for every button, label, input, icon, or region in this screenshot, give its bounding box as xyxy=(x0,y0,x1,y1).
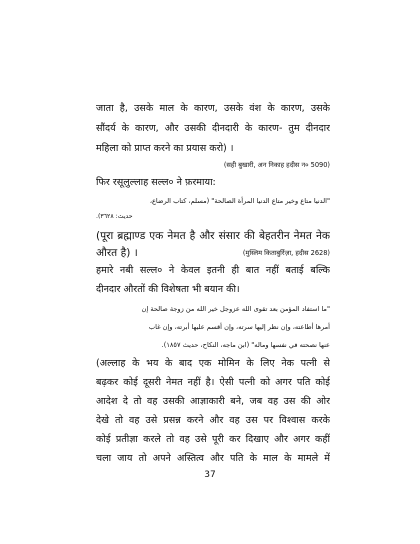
text-line: सौंदर्य के कारण, और उसकी दीनदारी के कारण- तुम दीनदार xyxy=(96,123,330,134)
text-line: औरत है) । xyxy=(96,247,138,259)
text-line: आदेश दे तो वह उसकी आज्ञाकारी बने, जब वह उस की ओर xyxy=(96,396,330,407)
arabic-quote: "الدنيا متاع وخير متاع الدنيا المرأة الصالحة" (مسلم، كتاب الرضاع، xyxy=(149,197,330,205)
arabic-quote: عنها نصحته في نفسها وماله" (ابن ماجه، النكاح، حديث ١٨٥٧). xyxy=(161,341,330,349)
arabic-quote: أمرها أطاعته، وإن نظر إليها سرته، وإن أقسم عليها أبرته، وإن غاب xyxy=(148,323,330,331)
text-line: (अल्लाह के भय के बाद एक मोमिन के लिए नेक पत्नी से xyxy=(96,358,330,369)
citation: (मुस्लिम किताबुर्रिज़ा, हदीस 2628) xyxy=(242,249,330,257)
page-number: 37 xyxy=(204,470,216,480)
citation: (सही बुखारी, अन निकाह हदीस न० 5090) xyxy=(223,161,330,169)
text-line: देखे तो वह उसे प्रसन्न करने और वह उस पर विश्वास करके xyxy=(96,415,330,426)
text-line: दीनदार औरतों की विशेषता भी बयान की। xyxy=(96,284,240,295)
text-line: बढ़कर कोई दूसरी नेमत नहीं है। ऐसी पत्नी को अगर पति कोई xyxy=(96,377,330,388)
arabic-reference: حديث: ٣٦٢٨). xyxy=(96,213,133,220)
text-line: कोई प्रतीज्ञा करले तो वह उसे पूरी कर दिखाए और अगर कहीं xyxy=(96,434,330,445)
text-line: (पूरा ब्रह्माण्ड एक नेमत है और संसार की बेहतरीन नेमत नेक xyxy=(96,230,330,242)
text-line: महिला को प्राप्त करने का प्रयास करो) । xyxy=(96,143,234,154)
text-line: हमारे नबी सल्ल० ने केवल इतनी ही बात नहीं बताई बल्कि xyxy=(96,265,330,276)
arabic-quote: "ما استفاد المؤمن بعد تقوى الله عزوجل خير الله من زوجة صالحة إن xyxy=(141,305,330,313)
text-line: फिर रसूलुल्लाह सल्ल० ने फ़रमाया: xyxy=(96,177,216,188)
text-line: चला जाय तो अपने अस्तित्व और पति के माल के मामले में xyxy=(96,453,330,464)
text-line: जाता है, उसके माल के कारण, उसके वंश के कारण, उसके xyxy=(96,103,330,114)
